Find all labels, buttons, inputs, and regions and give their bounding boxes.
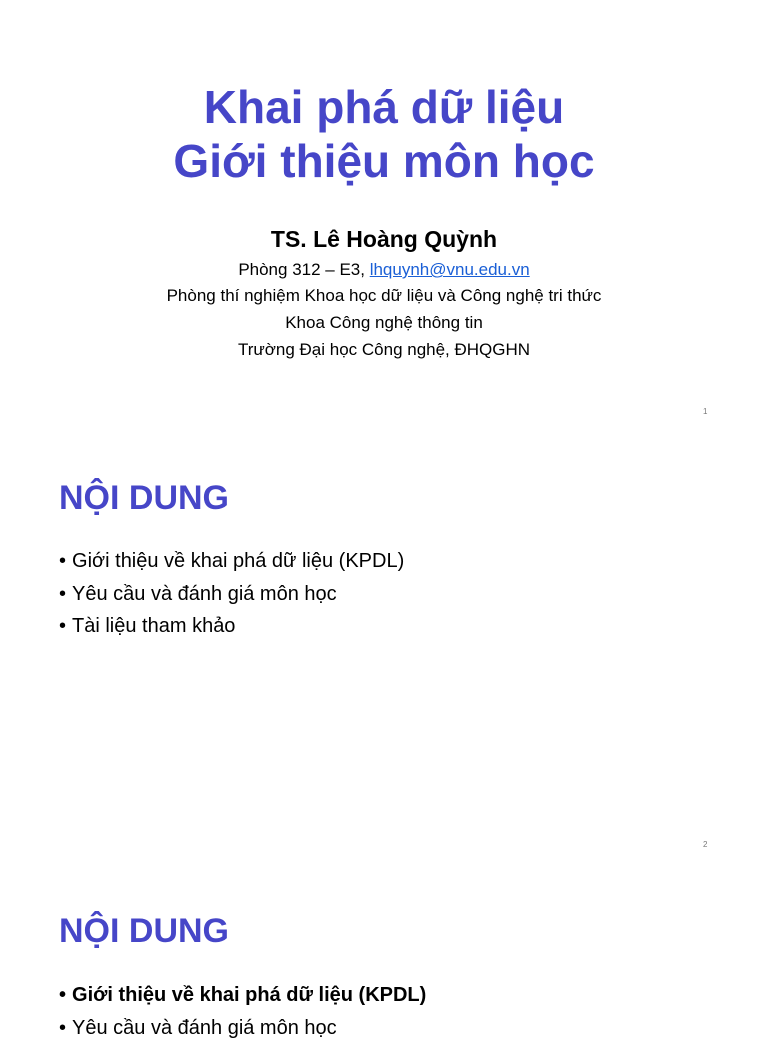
page-number: 1 <box>703 407 707 416</box>
section-heading: NỘI DUNG <box>59 911 229 951</box>
bullet-icon: • <box>59 550 66 572</box>
slide-title-line-1: Khai phá dữ liệu <box>0 79 768 135</box>
list-item <box>59 1012 426 1044</box>
list-item <box>59 578 404 611</box>
slide-title-line-2: Giới thiệu môn học <box>0 133 768 189</box>
list-item-text: Giới thiệu về khai phá dữ liệu (KPDL) <box>72 550 404 572</box>
list-item <box>59 610 404 643</box>
slide-3 <box>0 866 768 1024</box>
bullet-list <box>59 979 426 1044</box>
section-heading: NỘI DUNG <box>59 478 229 518</box>
email-link[interactable]: lhquynh@vnu.edu.vn <box>370 260 530 279</box>
room-line <box>0 259 768 281</box>
university-name: Trường Đại học Công nghệ, ĐHQGHN <box>0 339 768 361</box>
list-item-active <box>59 979 426 1012</box>
faculty-name: Khoa Công nghệ thông tin <box>0 312 768 334</box>
slide-1 <box>0 0 768 433</box>
list-item-text: Giới thiệu về khai phá dữ liệu (KPDL) <box>72 984 426 1006</box>
page-number: 2 <box>703 840 707 849</box>
bullet-list <box>59 545 404 643</box>
slide-2 <box>0 433 768 866</box>
bullet-icon: • <box>59 1017 66 1039</box>
list-item-text: Yêu cầu và đánh giá môn học <box>72 1017 337 1039</box>
bullet-icon: • <box>59 583 66 605</box>
list-item <box>59 545 404 578</box>
bullet-icon: • <box>59 984 66 1006</box>
room-text: Phòng 312 – E3, <box>238 260 369 279</box>
author-name: TS. Lê Hoàng Quỳnh <box>0 225 768 253</box>
lab-name: Phòng thí nghiệm Khoa học dữ liệu và Công nghệ tri thức <box>0 285 768 307</box>
bullet-icon: • <box>59 615 66 637</box>
list-item-text: Tài liệu tham khảo <box>72 615 235 637</box>
list-item-text: Yêu cầu và đánh giá môn học <box>72 583 337 605</box>
